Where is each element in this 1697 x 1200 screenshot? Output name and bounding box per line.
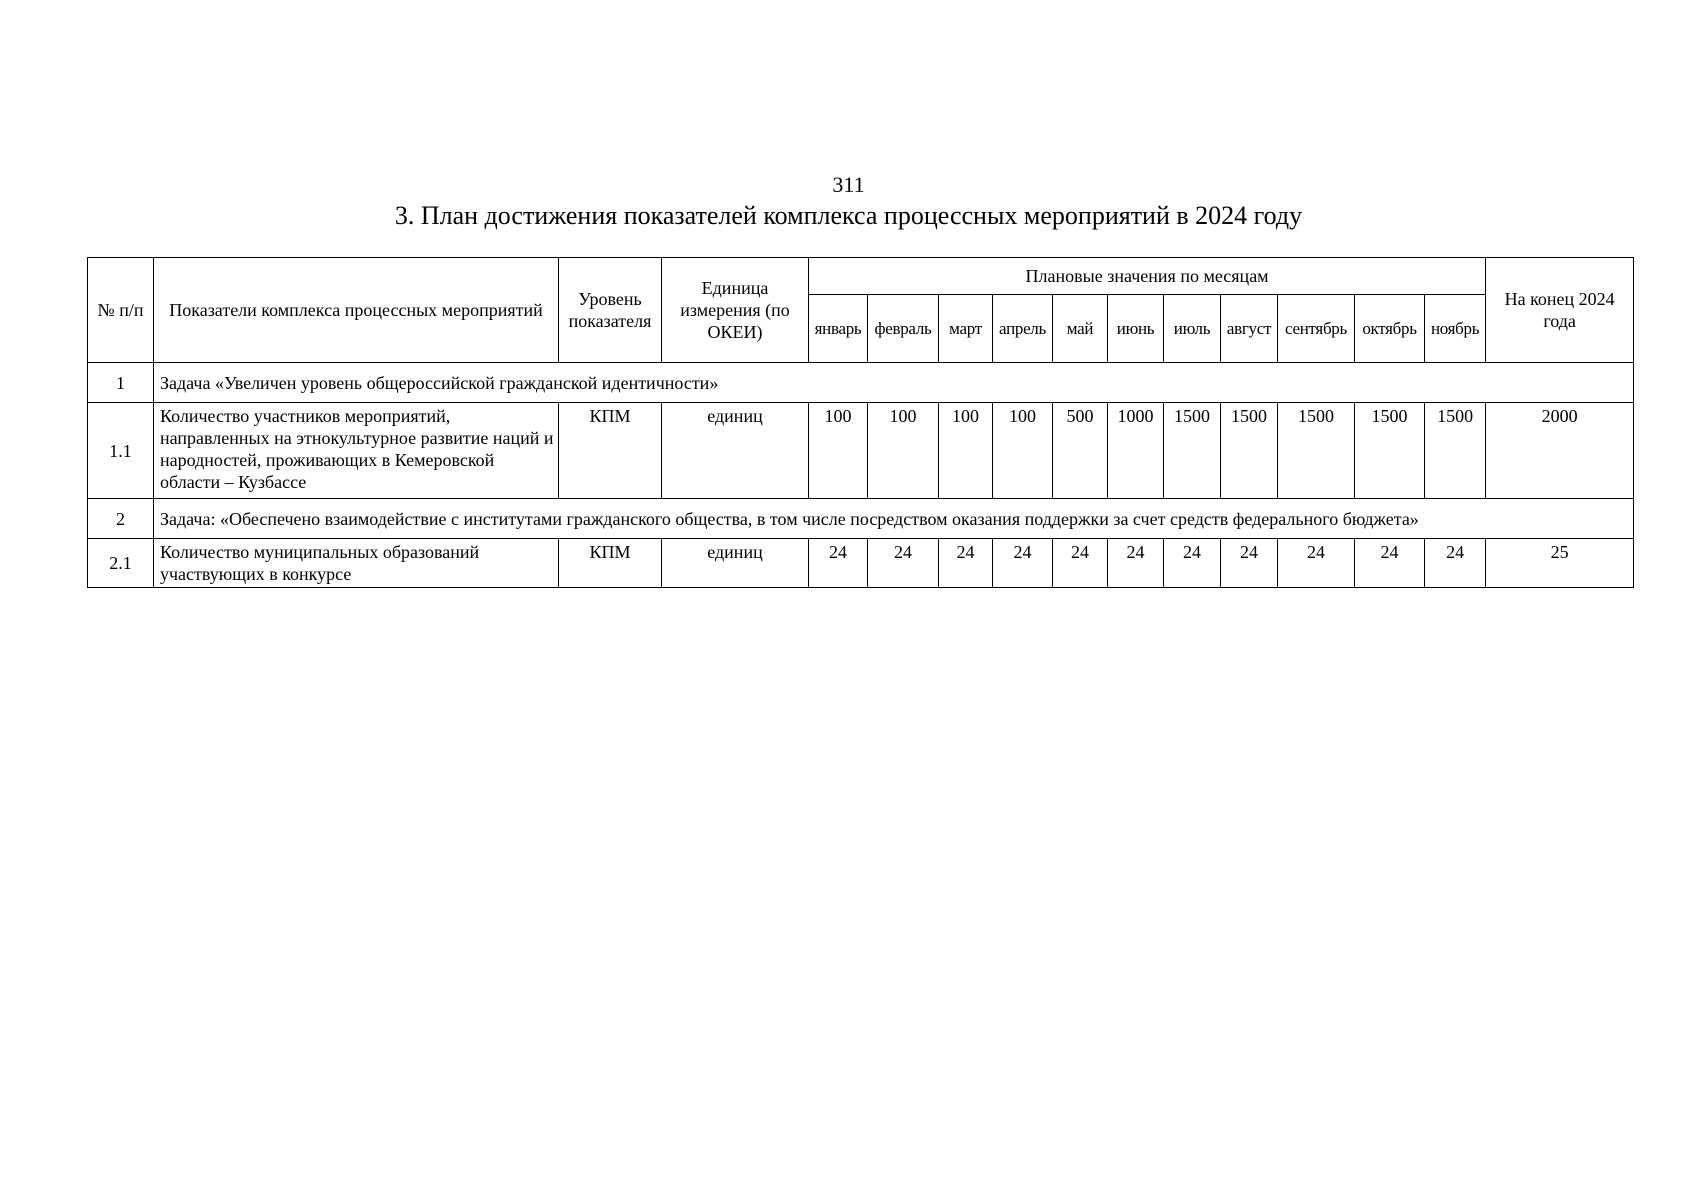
row-indicator: Количество участников мероприятий, направленных на этнокультурное развитие наций и народностей, проживающих в Кемеровской области – Кузбассе — [154, 403, 559, 499]
row-value: 24 — [1108, 539, 1164, 588]
header-month: февраль — [868, 295, 939, 363]
header-month: январь — [809, 295, 868, 363]
header-end: На конец 2024 года — [1486, 258, 1634, 363]
task-num: 2 — [88, 499, 154, 539]
row-num: 1.1 — [88, 403, 154, 499]
row-value: 100 — [809, 403, 868, 499]
header-num: № п/п — [88, 258, 154, 363]
row-end: 2000 — [1486, 403, 1634, 499]
row-indicator: Количество муниципальных образований участвующих в конкурсе — [154, 539, 559, 588]
row-value: 100 — [939, 403, 993, 499]
header-monthly: Плановые значения по месяцам — [809, 258, 1486, 295]
task-text: Задача: «Обеспечено взаимодействие с институтами гражданского общества, в том числе посредством оказания поддержки за счет средств федерального бюджета» — [154, 499, 1634, 539]
header-indicator: Показатели комплекса процессных мероприятий — [154, 258, 559, 363]
table-row — [88, 403, 1634, 499]
row-value: 24 — [1164, 539, 1221, 588]
task-num: 1 — [88, 363, 154, 403]
row-value: 24 — [1425, 539, 1486, 588]
header-month: октябрь — [1355, 295, 1425, 363]
row-value: 1500 — [1221, 403, 1278, 499]
row-level: КПМ — [559, 539, 662, 588]
row-value: 100 — [993, 403, 1053, 499]
row-value: 500 — [1053, 403, 1108, 499]
header-month: июль — [1164, 295, 1221, 363]
header-month: август — [1221, 295, 1278, 363]
row-value: 1500 — [1355, 403, 1425, 499]
page-number: 311 — [832, 172, 865, 197]
row-unit: единиц — [662, 403, 809, 499]
row-level: КПМ — [559, 403, 662, 499]
header-month: ноябрь — [1425, 295, 1486, 363]
task-text: Задача «Увеличен уровень общероссийской гражданской идентичности» — [154, 363, 1634, 403]
row-value: 24 — [939, 539, 993, 588]
task-row — [88, 499, 1634, 539]
table-row — [88, 539, 1634, 588]
row-value: 24 — [993, 539, 1053, 588]
header-month: март — [939, 295, 993, 363]
plan-table — [87, 257, 1634, 588]
row-value: 24 — [809, 539, 868, 588]
header-month: сентябрь — [1278, 295, 1355, 363]
page-title: 3. План достижения показателей комплекса процессных мероприятий в 2024 году — [394, 201, 1303, 230]
row-value: 100 — [868, 403, 939, 499]
row-value: 1000 — [1108, 403, 1164, 499]
row-value: 24 — [1053, 539, 1108, 588]
task-row — [88, 363, 1634, 403]
row-end: 25 — [1486, 539, 1634, 588]
row-value: 1500 — [1278, 403, 1355, 499]
row-value: 24 — [868, 539, 939, 588]
row-value: 1500 — [1164, 403, 1221, 499]
header-unit: Единица измерения (по ОКЕИ) — [662, 258, 809, 363]
row-unit: единиц — [662, 539, 809, 588]
row-value: 1500 — [1425, 403, 1486, 499]
row-value: 24 — [1278, 539, 1355, 588]
header-month: апрель — [993, 295, 1053, 363]
header-month: июнь — [1108, 295, 1164, 363]
row-num: 2.1 — [88, 539, 154, 588]
header-level: Уровень показателя — [559, 258, 662, 363]
row-value: 24 — [1355, 539, 1425, 588]
header-month: май — [1053, 295, 1108, 363]
header-row-1 — [88, 258, 1634, 295]
row-value: 24 — [1221, 539, 1278, 588]
